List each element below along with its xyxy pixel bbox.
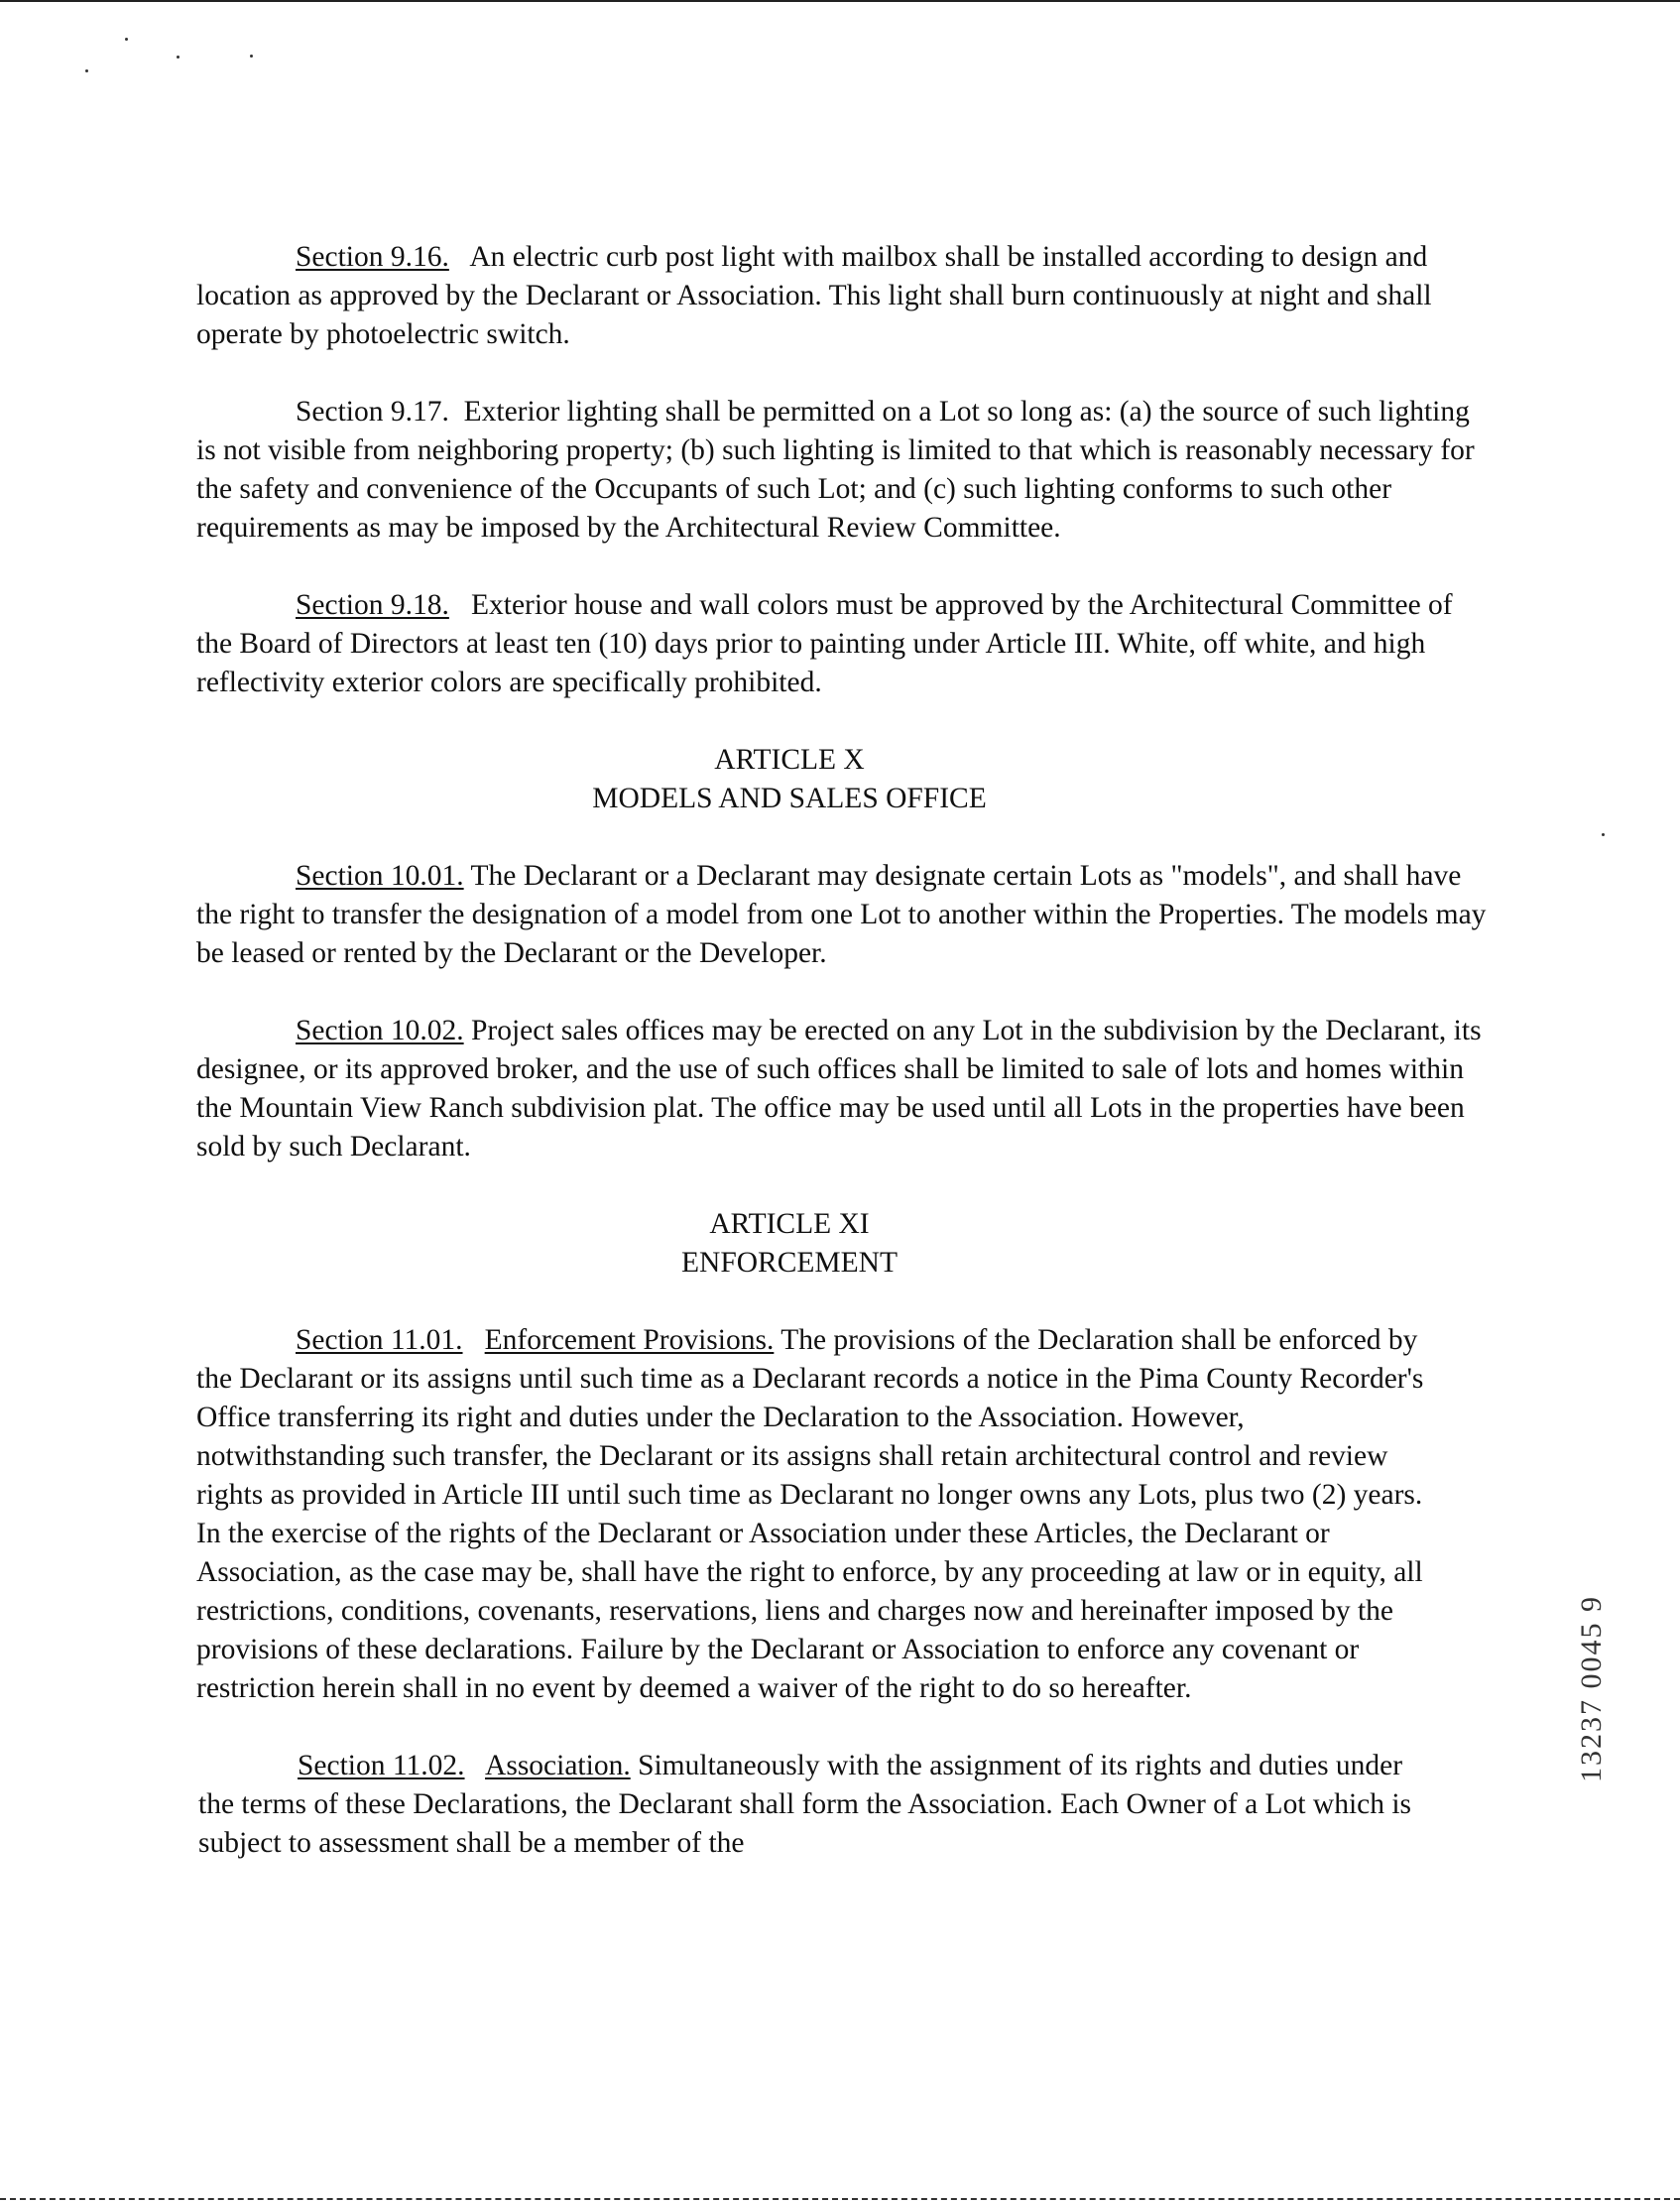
section-10-02	[196, 1012, 1496, 1166]
article-xi-heading	[196, 1205, 1496, 1283]
scan-speck	[85, 69, 88, 72]
section-9-18	[196, 586, 1496, 702]
section-label: Section 11.02.	[298, 1750, 465, 1781]
section-text: Project sales offices may be erected on any Lot in the subdivision by the Declarant, its designee, or its approved broker, and the use of such offices shall be limited to sale of lots and homes within the Mountain View Ranch subdivision plat. The office may be used until all Lots in the properties have been sold by such Declarant.	[196, 1015, 1482, 1163]
article-number: ARTICLE X	[714, 744, 865, 776]
section-10-01	[196, 857, 1496, 973]
scan-speck	[250, 55, 253, 58]
article-title: ENFORCEMENT	[681, 1247, 898, 1279]
scan-speck	[177, 56, 180, 59]
article-number: ARTICLE XI	[709, 1208, 870, 1240]
section-11-01	[196, 1321, 1426, 1708]
section-text: Exterior house and wall colors must be approved by the Architectural Committee of the Board of Directors at least ten (10) days prior to painting under Article III. White, off white, and high reflectivity exterior colors are specifically prohibited.	[196, 589, 1453, 698]
article-title: MODELS AND SALES OFFICE	[592, 783, 987, 814]
section-label: Section 9.16.	[296, 241, 449, 273]
section-text: An electric curb post light with mailbox shall be installed according to design and location as approved by the Declarant or Association. This light shall burn continuously at night and shall operate by photoelectric switch.	[196, 241, 1432, 350]
document-body	[196, 238, 1496, 1901]
top-border-line	[0, 0, 1680, 2]
bottom-border-line	[0, 2198, 1680, 2200]
section-text: Exterior lighting shall be permitted on a Lot so long as: (a) the source of such lighting is not visible from neighboring property; (b) such lighting is limited to that which is reasonably necessary for the safety and convenience of the Occupants of such Lot; and (c) such lighting conforms to such other requirements as may be imposed by the Architectural Review Committee.	[196, 396, 1475, 544]
section-text: The provisions of the Declaration shall be enforced by the Declarant or its assigns until such time as a Declarant records a notice in the Pima County Recorder's Office transferring its right and duties under the Declaration to the Association. However, notwithstanding such transfer, the Declarant or its assigns shall retain architectural control and review rights as provided in Article III until such time as Declarant no longer owns any Lots, plus two (2) years. In the exercise of the rights of the Declarant or Association under these Articles, the Declarant or Association, as the case may be, shall have the right to enforce, by any proceeding at law or in equity, all restrictions, conditions, covenants, reservations, liens and charges now and hereinafter imposed by the provisions of these declarations. Failure by the Declarant or Association to enforce any covenant or restriction herein shall in no event by deemed a waiver of the right to do so hereafter.	[196, 1324, 1424, 1704]
section-label: Section 11.01.	[296, 1324, 463, 1356]
section-text: The Declarant or a Declarant may designate certain Lots as "models", and shall have the right to transfer the designation of a model from one Lot to another within the Properties. The models may be leased or rented by the Declarant or the Developer.	[196, 860, 1487, 969]
section-9-17	[196, 393, 1496, 548]
section-text: Simultaneously with the assignment of its rights and duties under the terms of these Declarations, the Declarant shall form the Association. Each Owner of a Lot which is subject to assessment shall be a member of the	[198, 1750, 1412, 1859]
section-label: Section 9.17.	[296, 396, 449, 428]
section-label: Section 10.02.	[296, 1015, 464, 1046]
article-x-heading	[196, 741, 1496, 818]
recording-stamp-number: 13237 0045 9	[1575, 1595, 1608, 1782]
section-subtitle: Association.	[485, 1750, 631, 1781]
section-label: Section 10.01.	[296, 860, 464, 892]
scan-speck	[1602, 833, 1605, 836]
section-label: Section 9.18.	[296, 589, 449, 621]
section-11-02	[198, 1747, 1428, 1863]
section-subtitle: Enforcement Provisions.	[484, 1324, 775, 1356]
section-9-16	[196, 238, 1446, 354]
scan-speck	[125, 38, 128, 41]
